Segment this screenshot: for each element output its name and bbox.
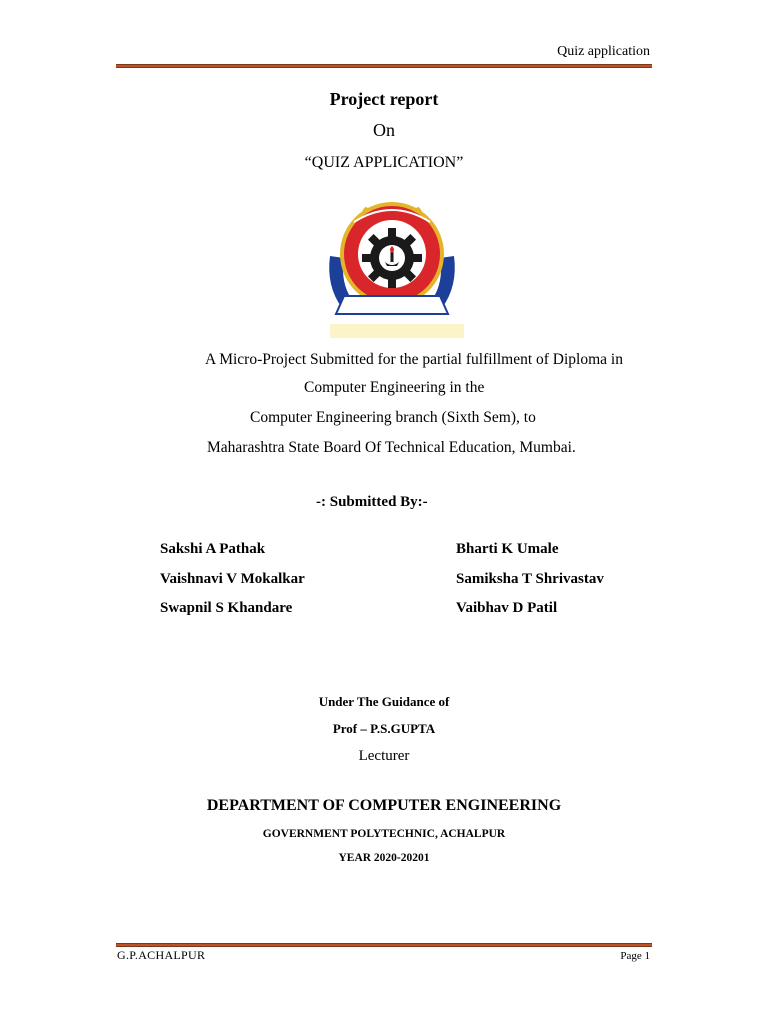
report-title: Project report [329, 89, 439, 109]
student-name: Bharti K Umale [456, 541, 559, 557]
department-name: DEPARTMENT OF COMPUTER ENGINEERING [206, 797, 562, 814]
guide-name: Prof – P.S.GUPTA [332, 721, 436, 736]
guide-title: Lecturer [358, 748, 410, 764]
student-name: Sakshi A Pathak [160, 541, 266, 557]
submission-line-4: Maharashtra State Board Of Technical Education, Mumbai. [207, 439, 576, 456]
submission-line-2: Computer Engineering in the [304, 379, 485, 396]
footer-rule [116, 943, 652, 947]
institute-name: GOVERNMENT POLYTECHNIC, ACHALPUR [262, 828, 506, 840]
student-name: Samiksha T Shrivastav [456, 571, 604, 587]
submitted-by-label: -: Submitted By:- [316, 494, 428, 510]
msbte-emblem-icon [322, 196, 462, 340]
submission-line-3: Computer Engineering branch (Sixth Sem), to [250, 409, 536, 426]
student-name: Vaibhav D Patil [456, 600, 558, 616]
footer-institute: G.P.ACHALPUR [117, 948, 206, 962]
page-number: Page 1 [620, 950, 650, 962]
report-on: On [373, 120, 395, 140]
guidance-label: Under The Guidance of [318, 694, 450, 709]
header-rule [116, 64, 652, 68]
academic-year: YEAR 2020-20201 [338, 852, 430, 864]
project-name: “QUIZ APPLICATION” [304, 154, 464, 171]
student-name: Vaishnavi V Mokalkar [160, 571, 305, 587]
running-header: Quiz application [557, 44, 650, 59]
submission-line-1: A Micro-Project Submitted for the partial fulfillment of Diploma in [205, 351, 623, 368]
student-name: Swapnil S Khandare [160, 600, 293, 616]
